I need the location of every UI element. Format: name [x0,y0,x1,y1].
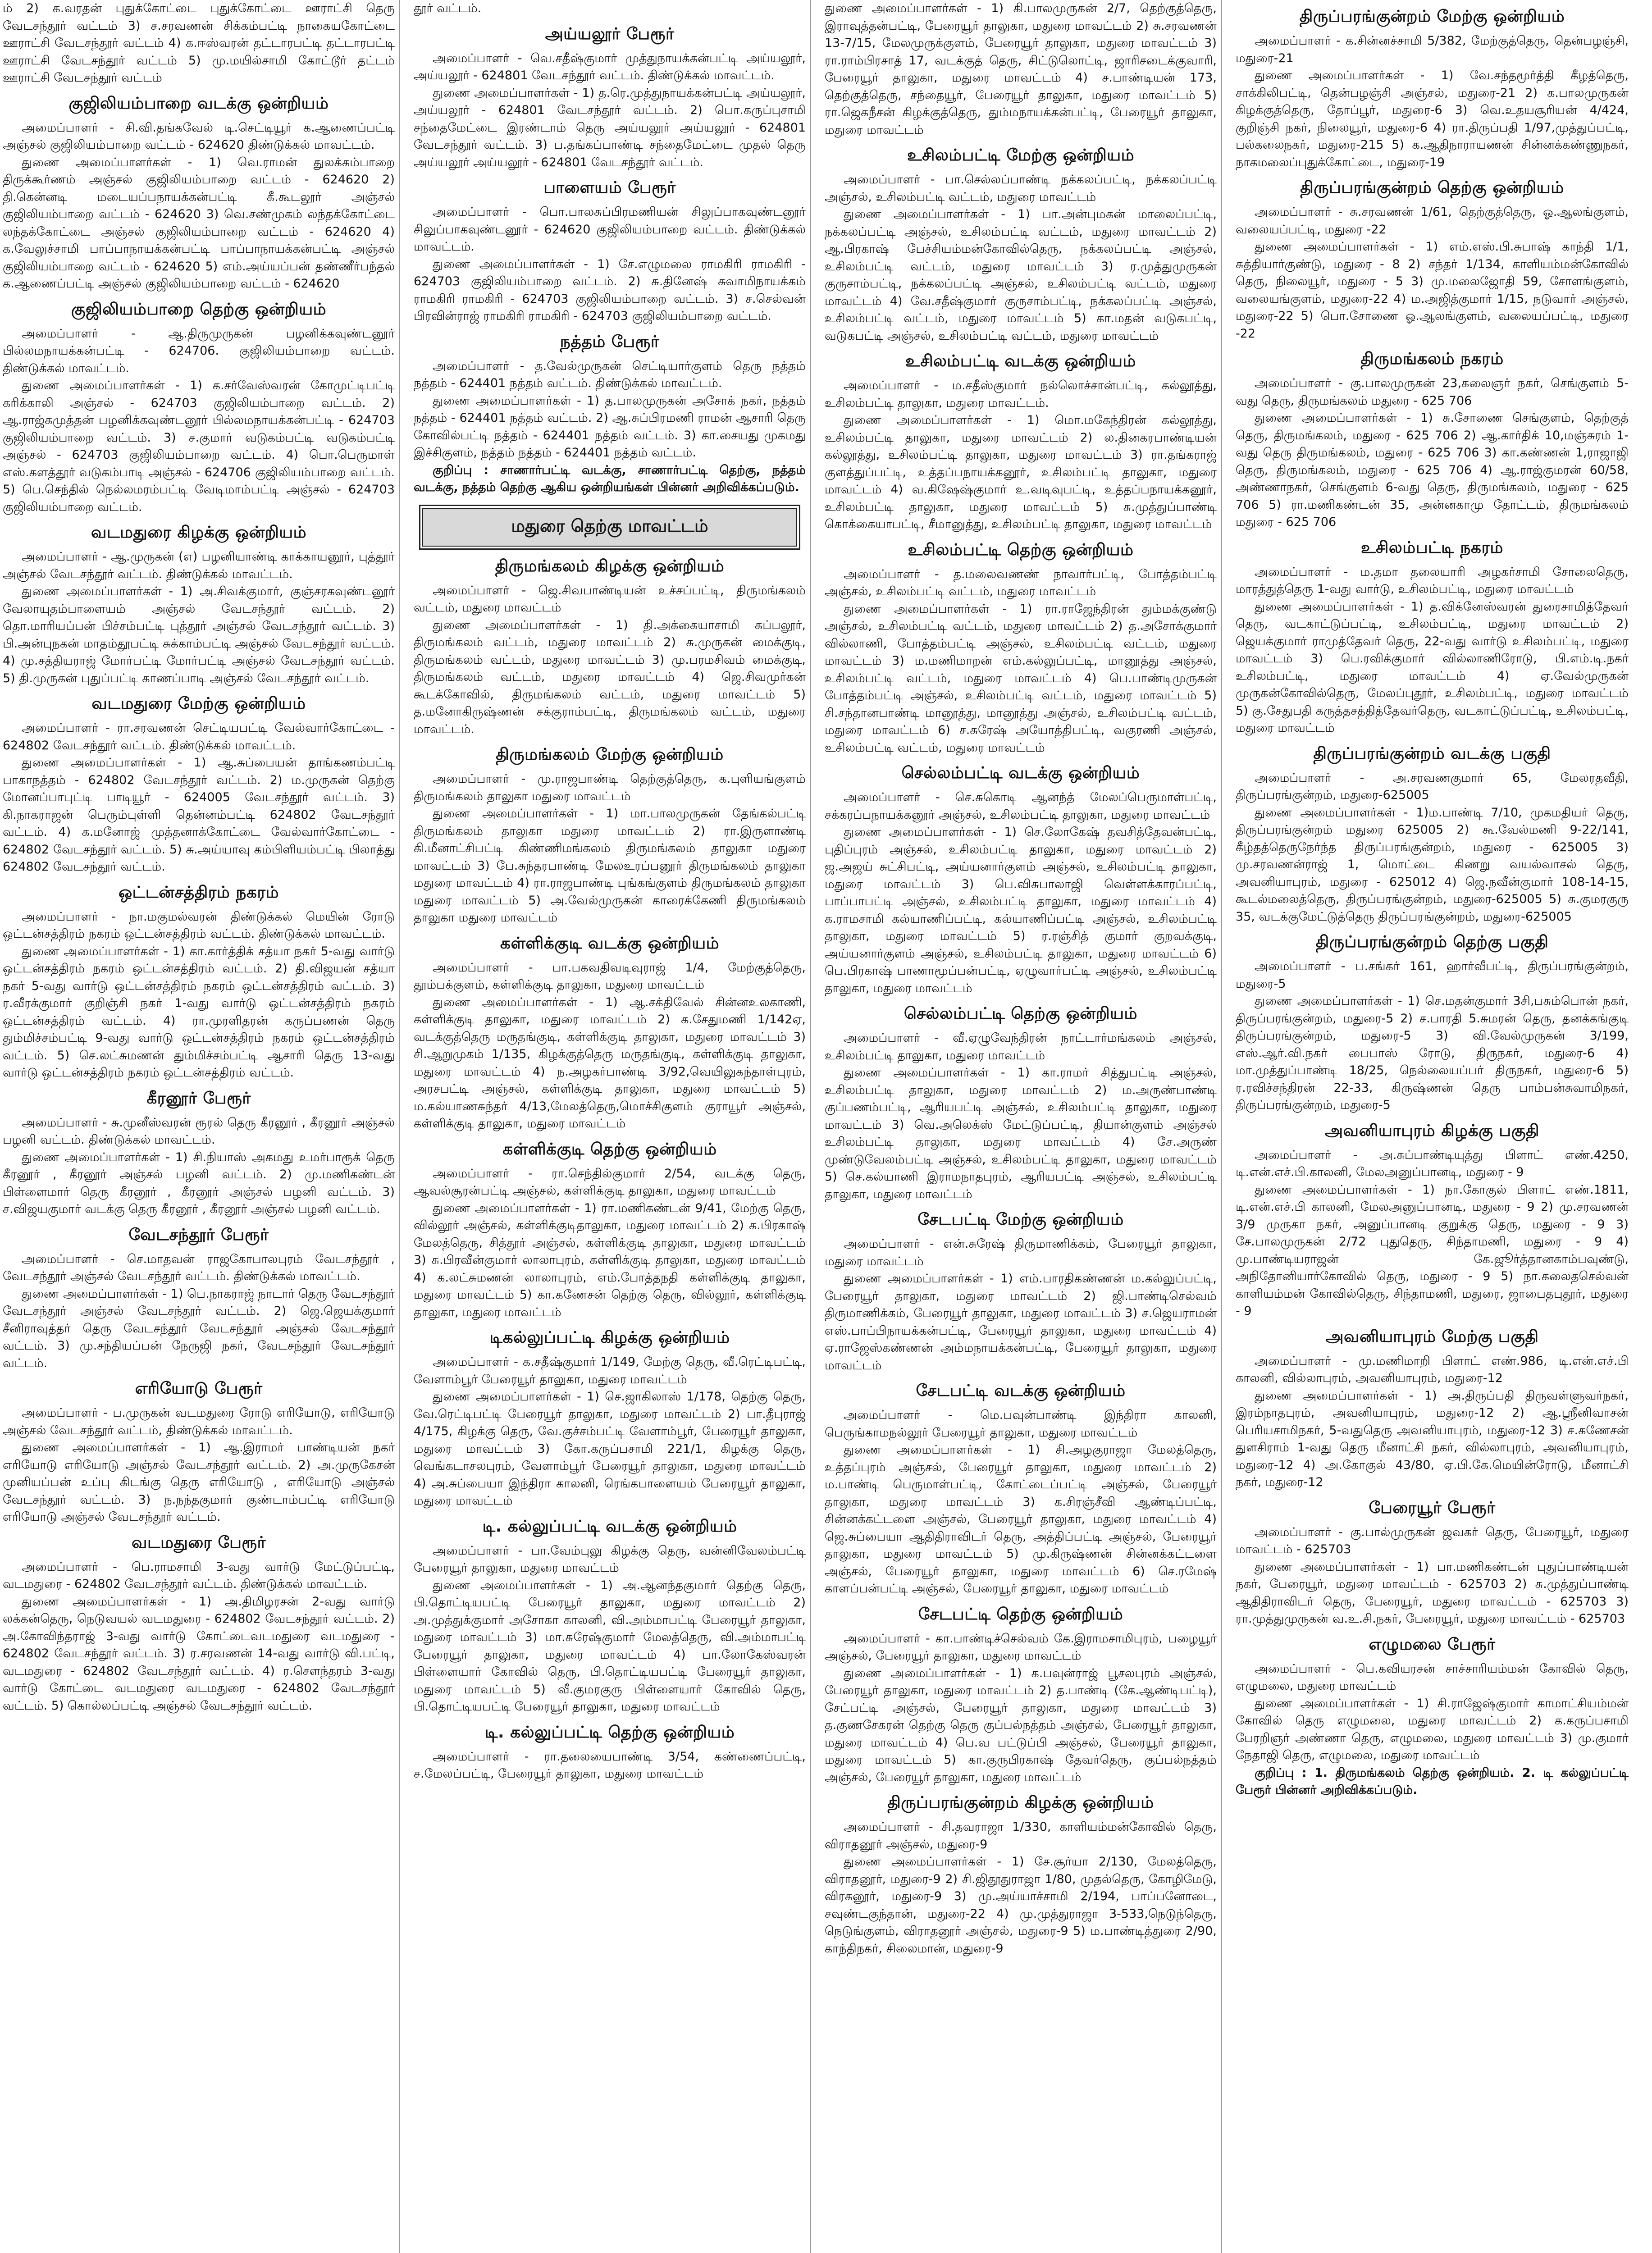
organizer-entry: அமைப்பாளர் - மு.ராஜபாண்டி தெற்குத்தெரு, க.புளியங்குளம் திருமங்கலம் தாலுகா மதுரை மாவட்டம் [414,772,806,803]
deputy-organizers-entry: துணை அமைப்பாளர்கள் - 1) சி.அழகுராஜா மேலத்தெரு, உத்தப்புரம் அஞ்சல், பேரையூர் தாலுகா, மதுரை மாவட்டம் 2) ம.பாண்டி பெருமாள்பட்டி, கோட்டைப்பட்டி அஞ்சல், பேரையூர் தாலுகா, மதுரை மாவட்டம் 3) க.சிரஞ்சீவி ஆண்டிப்பட்டி, சின்னக்கட்டளை அஞ்சல், பேரையூர் தாலுகா, மதுரை மாவட்டம் 4) ஜெ.சுப்பையா ஆதிதிராவிடர் தெரு, அத்திப்பட்டி அஞ்சல், பேரையூர் தாலுகா, மதுரை மாவட்டம் 5) மு.கிருஷ்ணன் சின்னக்கட்டளை அஞ்சல், பேரையூர் தாலுகா, மதுரை மாவட்டம் 6) செ.ரமேஷ் காளப்பன்பட்டி அஞ்சல், பேரையூர் தாலுகா, மதுரை மாவட்டம் [825,1443,1217,1596]
section [3,94,395,293]
organizer-entry: அமைப்பாளர் - அ.சுப்பாண்டியுத்து பிளாட் எண்.4250, டி.என்.எச்.பி.காலனி, மேலஅனுப்பானடி, மதுரை - 9 [1236,1148,1629,1179]
organizer-entry: அமைப்பாளர் - ஆ.திருமுருகன் பழனிக்கவுண்டனூர் பில்லமநாயக்கன்பட்டி - 624706. குஜிலியம்பாறை வட்டம். திண்டுக்கல் மாவட்டம். [3,326,395,375]
section [825,1382,1217,1598]
section-heading: எரியோடு பேரூர் [135,1379,263,1398]
section-heading: கள்ளிக்குடி வடக்கு ஒன்றியம் [500,934,720,953]
section-heading: டி. கல்லுப்பட்டி தெற்கு ஒன்றியம் [484,1723,735,1742]
section [414,1517,806,1716]
section-heading: திருமங்கலம் கிழக்கு ஒன்றியம் [495,556,725,575]
section-heading: நத்தம் பேரூர் [560,332,660,351]
section [1236,1499,1629,1628]
section-heading: குஜிலியம்பாறை தெற்கு ஒன்றியம் [71,300,327,319]
deputy-organizers-entry: ம் 2) க.வரதன் புதுக்கோட்டை புதுக்கோட்டை ஊராட்சி தெரு வேடசந்தூர் வட்டம் 3) ச.சரவணன் சிக்கம்பட்டி நாகையகோட்டை ஊராட்சி வேடசந்தூர் வட்டம் 4) க.ஈஸ்வரன் தட்டாரபட்டி தட்டாரபட்டி ஊராட்சி வேடசந்தூர் வட்டம் 5) மு.மயில்சாமி கோட்டூர் தட்டம் ஊராட்சி வேடசந்தூர் வட்டம் [3,1,395,85]
deputy-organizers-entry: துணை அமைப்பாளர்கள் - 1) பா.மணிகண்டன் புதுப்பாண்டியன் நகர், பேரையூர், மதுரை மாவட்டம் - 625703 2) சு.முத்துப்பாண்டி ஆதிதிராவிடர் தெரு, பேரையூர், மதுரை மாவட்டம் - 625703 3) ரா.முத்துமுருகன் வ.உ.சி.நகர், பேரையூர், மதுரை மாவட்டம் - 625703 [1236,1560,1629,1626]
section-heading: திருமங்கலம் நகரம் [1360,350,1504,368]
section [1236,1122,1629,1320]
organizer-entry: அமைப்பாளர் - ப.சங்கர் 161, ஹார்வீபட்டி, திருப்பரங்குன்றம், மதுரை-5 [1236,959,1629,991]
organizer-entry: அமைப்பாளர் - பா.செல்லப்பாண்டி நக்கலப்பட்டி, நக்கலப்பட்டி அஞ்சல், உசிலம்பட்டி வட்டம், மதுரை மாவட்டம் [825,173,1217,204]
section [825,1605,1217,1787]
organizer-entry: அமைப்பாளர் - க.சின்னச்சாமி 5/382, மேற்குத்தெரு, தென்பழஞ்சி, மதுரை-21 [1236,34,1629,65]
organizer-entry: அமைப்பாளர் - ஜெ.சிவபாண்டியன் உச்சப்பட்டி, திருமங்கலம் வட்டம், மதுரை மாவட்டம் [414,583,806,615]
organizer-entry: அமைப்பாளர் - பொ.பாலசுப்பிரமணியன் சிலுப்பாகவுண்டனூர் சிலுப்பாகவுண்டனூர் - 624620 குஜிலியம்பாறை வட்டம். திண்டுக்கல் மாவட்டம். [414,205,806,254]
organizer-entry: அமைப்பாளர் - சி.வி.தங்கவேல் டி.செட்டியூர் க.ஆணைப்பட்டி அஞ்சல் குஜிலியம்பாறை வட்டம் - 624620 திண்டுக்கல் மாவட்டம். [3,120,395,152]
section [1236,933,1629,1114]
deputy-organizers-entry: துணை அமைப்பாளர்கள் - 1) எம்.எஸ்.பி.சுபாஷ் காந்தி 1/1, சுத்தியார்குண்டு, மதுரை - 8 2) சந்தர் 1/134, காளியம்மன்கோவில் தெரு, நிலையூர், மதுரை - 5 3) மு.மலைஜோதி 59, சோளங்குளம், வலையங்குளம், மதுரை-22 4) ம.அஜித்குமார் 1/15, நடுவார் அஞ்சல், மதுரை-22 5) பொ.சோணை ஓ.ஆலங்குளம், வலையப்பட்டி, மதுரை -22 [1236,240,1629,341]
section-heading: உசிலம்பட்டி மேற்கு ஒன்றியம் [907,146,1135,164]
column-3 [825,0,1222,2253]
section-heading: எழுமலை பேரூர் [1369,1635,1496,1654]
section [3,883,395,1082]
section [414,1140,806,1322]
section-heading: திருமங்கலம் மேற்கு ஒன்றியம் [496,745,724,764]
deputy-organizers-entry: துணை அமைப்பாளர்கள் - 1) செ.மதன்குமார் 3சி,பசும்பொன் நகர், திருப்பரங்குன்றம், மதுரை-5 2) ச.பாரதி 5.சுமரன் தெரு, தனக்கங்குடி திருப்பரங்குன்றம், மதுரை-5 3) வி.வேல்முருகன் 3/199, எஸ்.ஆர்.வி.நகர் பைபாஸ் ரோடு, திருநகர், மதுரை-6 4) மா.முத்துப்பாண்டி 18/25, நெல்லையப்பர் திருநகர், மதுரை-6 5) ர.ரவிச்சந்திரன் 22-33, கிருஷ்ணன் தெரு பாம்பன்சுவாமிநகர், திருப்பரங்குன்றம், மதுரை-5 [1236,994,1629,1112]
note-text: குறிப்பு : 1. திருமங்கலம் தெற்கு ஒன்றியம். 2. டி கல்லுப்பட்டி பேரூர் பின்னர் அறிவிக்கப்படும். [1236,1765,1629,1797]
organizer-entry: அமைப்பாளர் - மெ.பவுன்பாண்டி இந்திரா காலனி, பெருங்காமநல்லூர் பேரையூர் தாலுகா, மதுரை மாவட்டம் [825,1408,1217,1440]
deputy-organizers-entry: துணை அமைப்பாளர்கள் - 1) கா.கார்த்திக் சத்யா நகர் 5-வது வார்டு ஒட்டன்சத்திரம் நகரம் ஒட்டன்சத்திரம் வட்டம். 2) தி.விஜயன் சத்யா நகர் 5-வது வார்டு ஒட்டன்சத்திரம் நகரம் ஒட்டன்சத்திரம் வட்டம். 3) ர.வீரக்குமார் குறிஞ்சி நகர் 1-வது வார்டு ஒட்டன்சத்திரம் நகரம் ஒட்டன்சத்திரம் வட்டம். 4) ரா.முரளிதரன் கருப்பணன் தெரு தும்மிச்சம்பட்டி 9-வது வார்டு ஒட்டன்சத்திரம் நகரம் ஒட்டன்சத்திரம் வட்டம். 5) செ.லட்சுமணன் தும்மிச்சம்பட்டி ஆசாரி தெரு 13-வது வார்டு ஒட்டன்சத்திரம் நகரம் ஒட்டன்சத்திரம் வட்டம். [3,944,395,1080]
section-heading: பேரையூர் பேரூர் [1369,1498,1496,1517]
section [414,0,806,18]
deputy-organizers-entry: துணை அமைப்பாளர்கள் - 1) செ.லோகேஷ் தவசித்தேவன்பட்டி, புதிப்புரம் அஞ்சல், உசிலம்பட்டி தாலுகா, மதுரை மாவட்டம் 2) ஜ.அஜய் சுட்சிபட்டி, அய்யனார்குளம் அஞ்சல், உசிலம்பட்டி தாலுகா, மதுரை மாவட்டம் 3) பெ.விசுபாலாஜி வெள்ளக்காரப்பட்டி, பாப்பாபட்டி அஞ்சல், உசிலம்பட்டி தாலுகா, மதுரை மாவட்டம் 4) க.ராமசாமி கல்யாணிப்பட்டி, கல்யாணிப்பட்டி அஞ்சல், உசிலம்பட்டி தாலுகா, மதுரை மாவட்டம் 5) ர.ரஞ்சித் குமார் குறவக்குடி, அய்யனார்குளம் அஞ்சல், உசிலம்பட்டி தாலுகா, மதுரை மாவட்டம் 6) பெ.பிரகாஷ் பாணாமூப்பன்பட்டி, ஏழுவார்பட்டி அஞ்சல், உசிலம்பட்டி தாலுகா, மதுரை மாவட்டம் [825,825,1217,995]
section-heading: திருப்பரங்குன்றம் தெற்கு ஒன்றியம் [1300,178,1564,197]
section [825,1210,1217,1374]
section-heading: திருப்பரங்குன்றம் வடக்கு பகுதி [1313,744,1551,763]
section-heading: கீரனூர் பேரூர் [146,1089,251,1108]
section-heading: செல்லம்பட்டி தெற்கு ஒன்றியம் [904,1004,1137,1023]
organizer-entry: அமைப்பாளர் - ரா.சரவணன் செட்டியபட்டி வேல்வார்கோட்டை - 624802 வேடசந்தூர் வட்டம். திண்டுக்கல் மாவட்டம். [3,721,395,753]
organizer-entry: அமைப்பாளர் - வெ.சதீஷ்குமார் முத்துநாயக்கன்பட்டி அய்யலூர், அய்யலூர் - 624801 வேடசந்தூர் வட்டம். திண்டுக்கல் மாவட்டம். [414,51,806,82]
deputy-organizers-entry: துணை அமைப்பாளர்கள் - 1) சி.ராஜேஷ்குமார் காமாட்சியம்மன் கோவில் தெரு எழுமலை, மதுரை மாவட்டம் 2) க.கருப்பசாமி பேரறிஞர் அண்ணா தெரு, எழுமலை, மதுரை மாவட்டம் 3) மு.குமார் நேதாஜி தெரு, எழுமலை, மதுரை மாவட்டம் [1236,1696,1629,1762]
deputy-organizers-entry: துணை அமைப்பாளர்கள் - 1) செ.ஜாகிலாஸ் 1/178, தெற்கு தெரு, வே.ரெட்டிபட்டி பேரையூர் தாலுகா, மதுரை மாவட்டம் 2) பா.தீபுராஜ் 4/175, கிழக்கு தெரு, வே.குச்சம்பட்டி வேளாம்பூர், பேரையூர் தாலுகா, மதுரை மாவட்டம் 3) கோ.கருப்பசாமி 221/1, கிழக்கு தெரு, வெங்கடாசலபுரம், வேளாம்பூர் பேரையூர் தாலுகா, மதுரை மாவட்டம் 4) அ.சுப்பையா இந்திரா காலனி, ரெங்கபாளையம் பேரையூர் தாலுகா, மதுரை மாவட்டம் [414,1390,806,1508]
section [1236,178,1629,342]
section-heading: டிகல்லுப்பட்டி கிழக்கு ஒன்றியம் [489,1328,730,1347]
section [414,1328,806,1510]
district-banner [419,505,800,550]
organizer-entry: அமைப்பாளர் - ரா.தலையைபாண்டி 3/54, கண்ணைப்பட்டி, ச.மேலப்பட்டி, பேரையூர் தாலுகா, மதுரை மாவட்டம் [414,1749,806,1781]
section [825,1793,1217,1957]
deputy-organizers-entry: துணை அமைப்பாளர்கள் - 1) ரா.ராஜேந்திரன் தும்மக்குண்டு அஞ்சல், உசிலம்பட்டி வட்டம், மதுரை மாவட்டம் 2) த.அசோக்குமார் வில்லாணி, போத்தம்பட்டி அஞ்சல், உசிலம்பட்டி வட்டம், மதுரை மாவட்டம் 3) ம.மணிமாறன் எம்.கல்லுப்பட்டி, மானூத்து அஞ்சல், உசிலம்பட்டி வட்டம், மதுரை மாவட்டம் 4) பெ.பாண்டிமுருகன் போத்தம்பட்டி அஞ்சல், உசிலம்பட்டி வட்டம், மதுரை மாவட்டம் 5) சி.சந்தானபாண்டி மானூத்து, மானூத்து அஞ்சல், உசிலம்பட்டி வட்டம், மதுரை மாவட்டம் 6) ச.சுரேஷ் அயோத்திபட்டி, வகுரணி அஞ்சல், உசிலம்பட்டி வட்டம், மதுரை மாவட்டம் [825,602,1217,755]
organizer-entry: அமைப்பாளர் - ரா.செந்தில்குமார் 2/54, வடக்கு தெரு, ஆவல்சூரன்பட்டி அஞ்சல், கள்ளிக்குடி தாலுகா, மதுரை மாவட்டம் [414,1166,806,1198]
section [3,0,395,87]
deputy-organizers-entry: துணை அமைப்பாளர்கள் - 1) வே.சந்தமூர்த்தி கீழத்தெரு, சாக்கிலிபட்டி, தென்பழஞ்சி அஞ்சல், மதுரை-21 2) க.பாலமுருகன் கிழக்குத்தெரு, தோப்பூர், மதுரை-6 3) வெ.உதயசூரியன் 4/424, குறிஞ்சி நகர், நிலையூர், மதுரை-6 4) ரா.திருப்பதி 1/97,முத்துப்பட்டி, பல்கலைநகர், மதுரை-215 5) க.ஆதிநாராயணன் சின்னக்கண்ணுநகர், நாகமலைப்புதுக்கோட்டை, மதுரை-19 [1236,68,1629,169]
deputy-organizers-entry: துணை அமைப்பாளர்கள் - 1) ஆ.சுப்பையன் தாங்கணம்பட்டி பாகாநத்தம் - 624802 வேடசந்தூர் வட்டம். 2) ம.முருகன் தெற்கு மோனப்பாபுட்டி பாடியூர் - 624005 வேடசந்தூர் வட்டம். 3) கி.நாகராஜன் பெரும்புள்ளி தென்னம்பட்டி 624802 வேடசந்தூர் வட்டம். 4) க.மனோஜ் முத்தனாக்கோட்டை வேல்வார்கோட்டை - 624802 வேடசந்தூர் வட்டம். 5) சு.அய்யாவு கம்பிளியம்பட்டி பிலாத்து 624802 வேடசந்தூர் வட்டம். [3,756,395,874]
deputy-organizers-entry: துணை அமைப்பாளர்கள் - 1) அ.சிவக்குமார், குஞ்சரகவுண்டனூர் வேலாயுதம்பாளையம் அஞ்சல் வேடசந்தூர் வட்டம். 2) தொ.மாரியப்பன் பிச்சம்பட்டி புத்தூர் அஞ்சல் வேடசந்தூர் வட்டம். 3) பி.அன்புநகன் மாதம்தூபட்டி சுக்காம்பட்டி அஞ்சல் வேடசந்தூர் வட்டம். 4) மு.சத்தியராஜ் மோர்பட்டி மோர்பட்டி அஞ்சல் வேடசந்தூர் வட்டம். 5) தி.முருகன் புதுப்பட்டி காணப்பாடி அஞ்சல் வேடசந்தூர் வட்டம். [3,584,395,685]
deputy-organizers-entry: துணை அமைப்பாளர்கள் - 1) க.சர்வேஸ்வரன் கோமுட்டிபட்டி கரிக்காலி அஞ்சல் - 624703 குஜிலியம்பாறை வட்டம். 2) ஆ.ராஜ்கமுத்தன் பழனிக்கவுண்டனூர் பில்லமநாயக்கன்பட்டி - 624703 குஜிலியம்பாறை வட்டம். 3) ச.குமார் வடுகம்பட்டி வடுகம்பட்டி அஞ்சல் - 624703 குஜிலியம்பாறை வட்டம். 4) பொ.பெருமாள் எஸ்.களத்தூர் வடுகம்பாடி அஞ்சல் - 624706 குஜிலியம்பாறை வட்டம். 5) பெ.செந்தில் நெல்லமரம்பட்டி வேடிமாம்பட்டி அஞ்சல் - 624703 குஜிலியம்பாறை வட்டம். [3,379,395,514]
deputy-organizers-entry: துணை அமைப்பாளர்கள் - 1) பெ.நாகராஜ் நாடார் தெரு வேடசந்தூர் வேடசந்தூர் அஞ்சல் வேடசந்தூர் வட்டம். 2) ஜெ.ஜெயக்குமார் சீனிராவுத்தர் தெரு வேடசந்தூர் வேடசந்தூர் அஞ்சல் வேடசந்தூர் வட்டம். 3) மு.சந்தியப்பன் நேருஜி நகர், வேடசந்தூர் வேடசந்தூர் வட்டம். [3,1286,395,1370]
section [825,0,1217,139]
section-heading: வடமதுரை பேரூர் [132,1533,266,1552]
section-heading: சேடபட்டி வடக்கு ஒன்றியம் [916,1382,1126,1400]
organizer-entry: அமைப்பாளர் - மு.மணிமாறி பிளாட் எண்.986, டி.என்.எச்.பி காலனி, வில்லாபுரம், அவனியாபுரம், மதுரை-12 [1236,1354,1629,1385]
organizer-entry: அமைப்பாளர் - ப.முருகன் வடமதுரை ரோடு எரியோடு, எரியோடு அஞ்சல் வேடசந்தூர் வட்டம், திண்டுக்கல் மாவட்டம். [3,1406,395,1437]
section-heading: அவனியாபுரம் கிழக்கு பகுதி [1325,1121,1539,1140]
column-1 [3,0,400,2253]
deputy-organizers-entry: துணை அமைப்பாளர்கள் - 1)ம.பாண்டி 7/10, முகமதியர் தெரு, திருப்பரங்குன்றம் மதுரை 625005 2) கூ.வேல்மணி 9-22/141, கீழ்தத்தெருநேர்ந்த திருப்பரங்குன்றம், மதுரை - 625005 3) மு.சரவணன்ராஜ் 1, மொட்டை கிணறு வயல்வாசல் தெரு, அவனியாபுரம், மதுரை - 625012 4) ஜெ.நவீன்குமார் 108-14-15, கூடல்மலைத்தெரு, திருப்பரங்குன்றம், மதுரை-625005 5) சு.குமரகுரு 35, வடக்குமேட்டுத்தெரு திருப்பரங்குன்றம், மதுரை-625005 [1236,805,1629,924]
deputy-organizers-entry: துணை அமைப்பாளர்கள் - 1) சு.சோணை செங்குளம், தெற்குத் தெரு, திருமங்கலம், மதுரை - 625 706 2) ஆ.கார்திக் 10,மஞ்சுரம் 1-வது தெரு திருமங்கலம், மதுரை - 625 706 3) கா.கண்ணன் 1,ராஜாஜி தெரு, திருமங்கலம், மதுரை - 625 706 4) ஆ.ராஜ்குமரன் 60/58, அண்ணாநகர், செங்குளம் 6-வது தெரு, திருமங்கலம், மதுரை - 625 706 5) ரா.மணிகண்டன் 35, அன்னகாமு தோட்டம், திருமங்கலம் மதுரை - 625 706 [1236,411,1629,529]
section-heading: திருப்பரங்குன்றம் தெற்கு பகுதி [1315,933,1549,951]
section-heading: வேடசந்தூர் பேரூர் [128,1225,269,1244]
organizer-entry: அமைப்பாளர் - கு.பாலமுருகன் 23,கலைஞர் நகர், செங்குளம் 5-வது தெரு, திருமங்கலம் மதுரை - 625 706 [1236,376,1629,408]
section-heading: திருப்பரங்குன்றம் மேற்கு ஒன்றியம் [1299,7,1565,26]
section [414,1723,806,1783]
section [825,764,1217,997]
district-heading: மதுரை தெற்கு மாவட்டம் [422,508,797,547]
section [3,1226,395,1373]
section-heading: திருப்பரங்குன்றம் கிழக்கு ஒன்றியம் [887,1793,1154,1812]
section [414,745,806,927]
section [1236,1327,1629,1491]
organizer-entry: அமைப்பாளர் - சு.சரவணன் 1/61, தெற்குத்தெரு, ஓ.ஆலங்குளம், வலையப்பட்டி, மதுரை -22 [1236,205,1629,237]
deputy-organizers-entry: துணை அமைப்பாளர்கள் - 1) நா.கோகுல் பிளாட் எண்.1811, டி.என்.எச்.பி காலனி, மேலஅனுப்பானடி, மதுரை - 9 2) மு.சரவணன் 3/9 முருகா நகர், அனுப்பானடி குறுக்கு தெரு, மதுரை - 9 3) சே.பாலமுருகன் 2/72 புதுதெரு, சிந்தாமணி, மதுரை - 9 4) மு.பாண்டியராஜன் கே.ஜூர்த்தானகாம்பவுண்டு, அநிதோனியார்கோவில் தெரு, மதுரை - 9 5) நா.கலைதசெல்வன் காளியம்மன் கோவில்தெரு, சிந்தாமணி, மதுரை, ஜாபைதபுதூர், மதுரை - 9 [1236,1182,1629,1318]
section-heading: பாளையம் பேரூர் [543,178,676,197]
deputy-organizers-entry: துணை அமைப்பாளர்கள் - 1) தி.அக்கையாசாமி கப்பலூர், திருமங்கலம் வட்டம், மதுரை மாவட்டம் 2) சு.முருகன் மைக்குடி, திருமங்கலம் வட்டம், மதுரை மாவட்டம் 3) மு.பரமசிவம் மைக்குடி, திருமங்கலம் வட்டம், மதுரை மாவட்டம் 4) ஜெ.சிவமுர்கன் கூடக்கோவில், திருமங்கலம் வட்டம், மதுரை மாவட்டம் 5) த.மனோகிருஷ்ணன் சக்குராம்பட்டி, திருமங்கலம் வட்டம், மதுரை மாவட்டம். [414,618,806,736]
deputy-organizers-entry: துணை அமைப்பாளர்கள் - 1) சே.எழுமலை ராமகிரி ராமகிரி - 624703 குஜிலியம்பாறை வட்டம். 2) சு.தினேஷ் சுவாமிநாயக்கம் ராமகிரி ராமகிரி - 624703 குஜிலியம்பாறை வட்டம். 3) ச.செல்வன் பிரவின்ராஜ் ராமகிரி ராமகிரி - 624703 குஜிலியம்பாறை வட்டம். [414,257,806,323]
deputy-organizers-entry: துணை அமைப்பாளர்கள் - 1) த.பாலமுருகன் அசோக் நகர், நத்தம் நத்தம் - 624401 நத்தம் வட்டம். 2) ஆ.சுப்பிரமணி ராமன் ஆசாரி தெரு கோவில்பட்டி நத்தம் - 624401 நத்தம் வட்டம். 3) கா.சையது முகமது இச்சிகுளம், நத்தம் நத்தம் - 624401 நத்தம் வட்டம். [414,393,806,460]
section [825,352,1217,534]
deputy-organizers-entry: துணை அமைப்பாளர்கள் - 1) கி.பாலமுருகன் 2/7, தெற்குத்தெரு, இராவுத்தன்பட்டி, பேரையூர் தாலுகா, மதுரை மாவட்டம் 2) சு.சரவணன் 13-7/15, மேலமுருக்குளம், பேரையூர் தாலுகா, மதுரை மாவட்டம் 3) ரா.ராம்பிரசாத் 17, வடக்குத் தெரு, சிட்டுலொட்டி, ஜாரிசடைக்குவாரி, பேரையூர் தாலுகா, மதுரை மாவட்டம் 4) ச.பாண்டியன் 173, தெற்குத்தெரு, சந்தையூர், பேரையூர் தாலுகா, மதுரை மாவட்டம் 5) ரா.ஜெகநீசன் கிழக்குத்தெரு, தும்மநாயக்கன்பட்டி, பேரையூர் தாலுகா, மதுரை மாவட்டம் [825,1,1217,137]
section-heading: சேடபட்டி தெற்கு ஒன்றியம் [918,1605,1123,1624]
deputy-organizers-entry: துணை அமைப்பாளர்கள் - 1) அ.ஆனந்தகுமார் தெற்கு தெரு, பி.தொட்டியபட்டி பேரையூர் தாலுகா, மதுரை மாவட்டம் 2) அ.முத்துக்குமார் அசோகா காலனி, வி.அம்மாபட்டி பேரையூர் தாலுகா, மதுரை மாவட்டம் 3) மா.சுரேஷ்குமார் மேலத்தெரு, வி.அம்மாபட்டி பேரையூர் தாலுகா, மதுரை மாவட்டம் 4) பா.லோகேஸ்வரன் பிள்ளையார் கோவில் தெரு, பி.தொட்டியபட்டி பேரையூர் தாலுகா, மதுரை மாவட்டம் 5) வீ.குமரகுரு பிள்ளையார் கோவில் தெரு, பி.தொட்டியபட்டி பேரையூர் தாலுகா, மதுரை மாவட்டம் [414,1578,806,1714]
deputy-organizers-entry: துணை அமைப்பாளர்கள் - 1) மொ.மகேந்திரன் கல்லூத்து, உசிலம்பட்டி தாலுகா, மதுரை மாவட்டம் 2) ல.தினகரபாண்டியன் கல்லூத்து, உசிலம்பட்டி தாலுகா, மதுரை மாவட்டம் 3) ரா.தங்கராஜ் குளத்துப்பட்டி, உத்தப்பநாயக்கனூர், உசிலம்பட்டி தாலுகா, மதுரை மாவட்டம் 4) வ.கிஷேஷ்குமார் உ.வடிவுபட்டி, உத்தப்பநாயக்கனூர், உசிலம்பட்டி தாலுகா, மதுரை மாவட்டம் 5) சு.முத்துப்பாண்டி கொக்கையாபட்டி, சீமானுத்து, உசிலம்பட்டி தாலுகா, மதுரை மாவட்டம் [825,413,1217,531]
organizer-entry: அமைப்பாளர் - பா.வேம்புலு கிழக்கு தெரு, வன்னிவேலம்பட்டி பேரையூர் தாலுகா, மதுரை மாவட்டம் [414,1543,806,1575]
organizer-entry: அமைப்பாளர் - ம.சதீஸ்குமார் நல்லொச்சான்பட்டி, கல்லூத்து, உசிலம்பட்டி தாலுகா, மதுரை மாவட்டம். [825,379,1217,410]
column-4 [1236,0,1633,2253]
section [414,333,806,497]
section-heading: குஜிலியம்பாறை வடக்கு ஒன்றியம் [68,94,329,113]
deputy-organizers-entry: துணை அமைப்பாளர்கள் - 1) சி.நியாஸ் அகமது உமர்பாரூக் தெரு கீரனூர் , கீரனூர் அஞ்சல் பழனி வட்டம். 2) மு.மணிகண்டன் பிள்ளைமார் தெரு கீரனூர் , கீரனூர் அஞ்சல் பழனி வட்டம். 3) ச.விஜயகுமார் வடக்கு தெரு கீரனூர் , கீரனூர் அஞ்சல் பழனி வட்டம். [3,1150,395,1216]
organizer-entry: அமைப்பாளர் - சு.முனீஸ்வரன் ரூரல் தெரு கீரனூர் , கீரனூர் அஞ்சல் பழனி வட்டம். திண்டுக்கல் மாவட்டம். [3,1115,395,1147]
deputy-organizers-entry: துணை அமைப்பாளர்கள் - 1) த.ரெ.முத்துநாயக்கன்பட்டி அய்யலூர், அய்யலூர் - 624801 வேடசந்தூர் வட்டம். 2) பொ.கருப்புசாமி சந்தைமேட்டை இரண்டாம் தெரு அய்யலூர் அய்யலூர் - 624801 வேடசந்தூர் வட்டம். 3) ப.தங்கப்பாண்டி சந்தைமேட்டை முதல் தெரு அய்யலூர் அய்யலூர் - 624801 வேடசந்தூர் வட்டம். [414,86,806,169]
organizer-entry: அமைப்பாளர் - செ.சுகொடி ஆனந்த் மேலப்பெருமாள்பட்டி, சக்கரப்பநாயக்கனூர் அஞ்சல், உசிலம்பட்டி தாலுகா, மதுரை மாவட்டம் [825,790,1217,822]
section [825,1004,1217,1203]
deputy-organizers-entry: துணை அமைப்பாளர்கள் - 1) ஆ.இராமர் பாண்டியன் நகர் எரியோடு எரியோடு அஞ்சல் வேடசந்தூர் வட்டம். 2) அ.முருகேசன் முனியப்பன் உப்பு கிடங்கு தெரு எரியோடு , எரியோடு அஞ்சல் வேடசந்தூர் வட்டம். 3) ந.நந்தகுமார் குண்டாம்பட்டி எரியோடு எரியோடு அஞ்சல் வேடசந்தூர் வட்டம். [3,1441,395,1524]
organizer-entry: அமைப்பாளர் - த.மலைவணண் நாவார்பட்டி, போத்தம்பட்டி அஞ்சல், உசிலம்பட்டி வட்டம், மதுரை மாவட்டம் [825,567,1217,598]
section-heading: உசிலம்பட்டி வடக்கு ஒன்றியம் [905,352,1136,370]
column-2 [414,0,811,2253]
organizer-entry: அமைப்பாளர் - என்.சுரேஷ் திருமாணிக்கம், பேரையூர் தாலுகா, மதுரை மாவட்டம் [825,1237,1217,1268]
section-heading: வடமதுரை மேற்கு ஒன்றியம் [91,694,306,713]
section [825,146,1217,345]
organizer-entry: அமைப்பாளர் - வீ.ஏழுவேந்திரன் நாட்டார்மங்கலம் அஞ்சல், உசிலம்பட்டி தாலுகா, மதுரை மாவட்டம் [825,1031,1217,1063]
deputy-organizers-entry: துணை அமைப்பாளர்கள் - 1) பா.அன்புமகன் மாலைப்பட்டி, நக்கலப்பட்டி அஞ்சல், உசிலம்பட்டி வட்டம், மதுரை மாவட்டம் 2) ஆ.பிரகாஷ் பேச்சியம்மன்கோவில்தெரு, நக்கலப்பட்டி அஞ்சல், உசிலம்பட்டி வட்டம், மதுரை மாவட்டம் 3) ர.முத்துமுருகன் குருசாம்பட்டி, நக்கலப்பட்டி அஞ்சல், உசிலம்பட்டி வட்டம், மதுரை மாவட்டம் 4) வே.சதீஷ்குமார் குருசாம்பட்டி, நக்கலப்பட்டி அஞ்சல், உசிலம்பட்டி வட்டம், மதுரை மாவட்டம் 5) கா.மதன் வடுகபட்டி, வடுகபட்டி அஞ்சல், உசிலம்பட்டி வட்டம், மதுரை மாவட்டம் [825,207,1217,343]
section [825,541,1217,757]
section-heading: கள்ளிக்குடி தெற்கு ஒன்றியம் [502,1140,717,1158]
section [3,1379,395,1526]
section [1236,538,1629,737]
deputy-organizers-entry: துணை அமைப்பாளர்கள் - 1) ரா.மணிகண்டன் 9/41, மேற்கு தெரு, வில்லூர் அஞ்சல், கள்ளிக்குடிதாலுகா, மதுரை மாவட்டம் 2) க.பிரகாஷ் மேலத்தெரு, சித்தூர் அஞ்சல், கள்ளிக்குடி தாலுகா, மதுரை மாவட்டம் 3) சு.பிரவீன்குமார் லாலாபுரம், கள்ளிக்குடி தாலுகா, மதுரை மாவட்டம் 4) க.லட்சுமணன் லாலாபுரம், எம்.போத்தநதி கள்ளிக்குடி தாலுகா, மதுரை மாவட்டம் 5) கா.கணேசன் தெற்கு தெரு, வில்லூர், கள்ளிக்குடி தாலுகா, மதுரை மாவட்டம் [414,1201,806,1319]
organizer-entry: அமைப்பாளர் - கா.பாண்டிச்செல்வம் கே.இராமசாமிபுரம், பழையூர் அஞ்சல், பேரையூர் தாலுகா, மதுரை மாவட்டம் [825,1631,1217,1663]
organizer-entry: அமைப்பாளர் - செ.மாதவன் ராஜகோபாலபுரம் வேடசந்தூர் , வேடசந்தூர் அஞ்சல் வேடசந்தூர் வட்டம். திண்டுக்கல் மாவட்டம். [3,1252,395,1283]
section [3,694,395,876]
organizer-entry: அமைப்பாளர் - நா.மகுமல்வரன் திண்டுக்கல் மெயின் ரோடு ஒட்டன்சத்திரம் நகரம் ஒட்டன்சத்திரம் வட்டம். திண்டுக்கல் மாவட்டம். [3,909,395,941]
deputy-organizers-entry: துணை அமைப்பாளர்கள் - 1) மா.பாலமுருகன் தேங்கல்பட்டி திருமங்கலம் தாலுகா மதுரை மாவட்டம் 2) ரா.இருளாண்டி கி.மீனாட்சிபட்டி கிண்ணிமங்கலம் திருமங்கலம் தாலுகா மதுரை மாவட்டம் 3) பே.சுந்தரபாண்டி மேலஉரப்பனூர் திருமங்கலம் தாலுகா மதுரை மாவட்டம் 4) ரா.ராஜபாண்டி புங்கங்குளம் திருமங்கலம் தாலுகா மதுரை மாவட்டம் 5) அ.வேல்முருகன் காரைக்கேணி திருமங்கலம் தாலுகா மதுரை மாவட்டம் [414,807,806,925]
section-heading: அவனியாபுரம் மேற்கு பகுதி [1325,1327,1539,1346]
section-heading: வடமதுரை கிழக்கு ஒன்றியம் [91,523,307,542]
section [414,25,806,172]
deputy-organizers-entry: துணை அமைப்பாளர்கள் - 1) ஆ.சக்திவேல் சின்னஉலகாணி, கள்ளிக்குடி தாலுகா, மதுரை மாவட்டம் 2) க.சேதுமணி 1/142ஏ, வடக்குத்தெரு மருதங்குடி, கள்ளிக்குடி தாலுகா, மதுரை மாவட்டம் 3) சி.ஆறுமுகம் 1/135, கிழக்குத்தெரு மருதங்குடி, கள்ளிக்குடி தாலுகா, மதுரை மாவட்டம் 4) ந.அழகர்பாண்டி 3/92,வெயிலுகந்தாள்புரம், அரசபட்டி அஞ்சல், கள்ளிக்குடி தாலுகா, மதுரை மாவட்டம் 5) ம.கல்யாணசுந்தர் 4/13,மேலத்தெரு,மொச்சிகுளம் குராயூர் அஞ்சல், கள்ளிக்குடி தாலுகா, மதுரை மாவட்டம் [414,995,806,1131]
section [414,934,806,1133]
deputy-organizers-entry: துணை அமைப்பாளர்கள் - 1) அ.திமிழரசன் 2-வது வார்டு லக்கன்தெரு, நெடுவயல் வடமதுரை - 624802 வேடசந்தூர் வட்டம். 2) அ.கோவிந்தராஜ் 3-வது வார்டு கோட்டைவடமதுரை வடமதுரை - 624802 வேடசந்தூர் வட்டம். 3) ர.சரவணன் 14-வது வார்டு வி.பட்டி, வடமதுரை - 624802 வேடசந்தூர் வட்டம். 4) ர.சௌந்தரம் 3-வது வார்டு கோட்டை வடமதுரை வடமதுரை - 624802 வேடசந்தூர் வட்டம். 5) கொல்லப்பட்டி அஞ்சல் வேடசந்தூர் வட்டம். [3,1594,395,1713]
section-heading: சேடபட்டி மேற்கு ஒன்றியம் [917,1210,1124,1229]
organizer-entry: அமைப்பாளர் - பெ.கவியரசன் சாச்சாரியம்மன் கோவில் தெரு, எழுமலை, மதுரை மாவட்டம் [1236,1661,1629,1693]
deputy-organizers-entry: துணை அமைப்பாளர்கள் - 1) வெ.ராமன் துலக்கம்பாறை திருக்கூர்ணம் அஞ்சல் குஜிலியம்பாறை வட்டம் - 624620 2) தி.கென்னடி மடையப்பநாயக்கன்பட்டி கீ.கூடலூர் அஞ்சல் குஜிலியம்பாறை வட்டம் - 624620 3) வெ.சண்முகம் லந்தக்கோட்டை லந்தக்கோட்டை அஞ்சல் குஜிலியம்பாறை வட்டம் - 624620 4) க.வேலுச்சாமி பாப்பாநாயக்கன்பட்டி பாப்பாநாயக்கன்பட்டி அஞ்சல் குஜிலியம்பாறை வட்டம் - 624620 5) எம்.அய்யப்பன் தண்ணீர்பந்தல் க.ஆணைப்பட்டி அஞ்சல் குஜிலியம்பாறை வட்டம் - 624620 [3,155,395,291]
section [1236,744,1629,926]
column-4-sections [1236,7,1629,1799]
organizer-entry: அமைப்பாளர் - பா.பகவதிவடிவுராஜ் 1/4, மேற்குத்தெரு, தூம்பக்குளம், கள்ளிக்குடி தாலுகா, மதுரை மாவட்டம் [414,960,806,992]
organizer-entry: அமைப்பாளர் - பெ.ராமசாமி 3-வது வார்டு மேட்டுப்பட்டி, வடமதுரை - 624802 வேடசந்தூர் வட்டம். திண்டுக்கல் மாவட்டம். [3,1560,395,1591]
organizer-entry: அமைப்பாளர் - கு.பால்முருகன் ஜவகர் தெரு, பேரையூர், மதுரை மாவட்டம் - 625703 [1236,1525,1629,1556]
organizer-entry: அமைப்பாளர் - அ.சரவணகுமார் 65, மேலரதவீதி, திருப்பரங்குன்றம், மதுரை-625005 [1236,771,1629,802]
section [414,178,806,325]
section-heading: அய்யலூர் பேரூர் [545,24,675,43]
deputy-organizers-entry: துணை அமைப்பாளர்கள் - 1) கா.ராமர் சித்துபட்டி அஞ்சல், உசிலம்பட்டி தாலுகா, மதுரை மாவட்டம் 2) ம.அருண்பாண்டி குப்பணம்பட்டி, ஆரியபட்டி அஞ்சல், உசிலம்பட்டி தாலுகா, மதுரை மாவட்டம் 3) வெ.அலெக்ஸ் மேட்டுப்பட்டி, தியான்குளம் அஞ்சல் உசிலம்பட்டி தாலுகா, மதுரை மாவட்டம் 4) சே.அருண் முண்டுவேலம்பட்டி அஞ்சல், உசிலம்பட்டி தாலுகா, மதுரை மாவட்டம் 5) செ.கல்யாணி இராமநாதபுரம், ஆரியபட்டி அஞ்சல், உசிலம்பட்டி தாலுகா, மதுரை மாவட்டம் [825,1066,1217,1201]
section [3,523,395,687]
deputy-organizers-entry: துணை அமைப்பாளர்கள் - 1) த.விக்னேஸ்வரன் துரைசாமித்தேவர் தெரு, வடகாட்டுப்பட்டி, உசிலம்பட்டி, மதுரை மாவட்டம் 2) ஜெயக்குமார் ராமுத்தேவர் தெரு, 22-வது வார்டு உசிலம்பட்டி, மதுரை மாவட்டம் 3) பெ.ரவிக்குமார் வில்லாணிரோடு, பி.எம்.டி.நகர் உசிலம்பட்டி, மதுரை மாவட்டம் 4) ஏ.வேல்முருகன் முருகன்கோவில்தெரு, மேலப்புதூர், உசிலம்பட்டி, மதுரை மாவட்டம் 5) கு.சேதுபதி கருத்தசத்தித்தேவர்தெரு, வடகாட்டுப்பட்டி, உசிலம்பட்டி, மதுரை மாவட்டம் [1236,599,1629,735]
deputy-organizers-entry: துணை அமைப்பாளர்கள் - 1) சே.சூர்யா 2/130, மேலத்தெரு, விராதனூர், மதுரை-9 2) சி.ஜிதூதுராஜா 1/80, முதல்தெரு, கோழிமேடு, விரகனூர், மதுரை-9 3) மு.அய்யாச்சாமி 2/194, பாப்பனோடை, சவுண்டகுந்தான், மதுரை-22 4) மு.முத்துராஜா 3-533,நெடுந்தெரு, நெடுங்குளம், விராதனூர் அஞ்சல், மதுரை-9 5) ம.பாண்டித்துரை 2/90, காந்திநகர், சிலைமான், மதுரை-9 [825,1855,1217,1956]
section [1236,1635,1629,1799]
organizer-entry: அமைப்பாளர் - ம.தமா தலையாரி அழகர்சாமி சோலைதெரு, மாரத்துத்தெரு 1-வது வார்டு, உசிலம்பட்டி, மதுரை மாவட்டம் [1236,565,1629,596]
section [1236,350,1629,531]
section [1236,7,1629,171]
section-heading: உசிலம்பட்டி நகரம் [1360,538,1504,557]
section [3,1089,395,1218]
organizer-entry: அமைப்பாளர் - க.சதீஷ்குமார் 1/149, மேற்கு தெரு, வீ.ரெட்டிபட்டி, வேளாம்பூர் பேரையூர் தாலுகா, மதுரை மாவட்டம் [414,1355,806,1386]
section-heading: உசிலம்பட்டி தெற்கு ஒன்றியம் [908,540,1134,559]
deputy-organizers-entry: தூர் வட்டம். [414,1,482,15]
organizer-entry: அமைப்பாளர் - ஆ.முருகன் (எ) பழனியாண்டி காக்காயனூர், புத்தூர் அஞ்சல் வேடசந்தூர் வட்டம். திண்டுக்கல் மாவட்டம். [3,550,395,581]
note-text: குறிப்பு : சாணார்பட்டி வடக்கு, சாணார்பட்டி தெற்கு, நத்தம் வடக்கு, நத்தம் தெற்கு ஆகிய ஒன்றியங்கள் பின்னர் அறிவிக்கப்படும். [414,463,806,494]
section-heading: ஒட்டன்சத்திரம் நகரம் [118,883,279,902]
deputy-organizers-entry: துணை அமைப்பாளர்கள் - 1) அ.திருப்பதி திருவள்ளுவர்நகர், இரம்நாதபுரம், அவனியாபுரம், மதுரை-12 2) ஆ.ஸ்ரீனிவாசன் பெரியசாமிநகர், 5-வதுதெரு அவனியாபுரம், மதுரை-12 3) ச.கணேசன் துளசிராம் 1-வது தெரு மீனாட்சி நகர், வில்லாபுரம், அவனியாபுரம், மதுரை-12 4) அ.கோகுல் 43/80, ஏ.பி.கே.மெயின்ரோடு, மீனாட்சி நகர், மதுரை-12 [1236,1388,1629,1489]
section-heading: செல்லம்பட்டி வடக்கு ஒன்றியம் [901,764,1140,782]
deputy-organizers-entry: துணை அமைப்பாளர்கள் - 1) க.பவுன்ராஜ் பூசலபுரம் அஞ்சல், பேரையூர் தாலுகா, மதுரை மாவட்டம் 2) த.பாண்டி (கே.ஆண்டிபட்டி), சேட்பட்டி அஞ்சல், பேரையூர் தாலுகா, மதுரை மாவட்டம் 3) த.குணசேகரன் தெற்கு தெரு குப்பல்நத்தம் அஞ்சல், பேரையூர் தாலுகா, மதுரை மாவட்டம் 4) பெ.வ பட்டுப்பி அஞ்சல், பேரையூர் தாலுகா, மதுரை மாவட்டம் 5) கா.குருபிரகாஷ் தேவர்தெரு, குப்பல்நத்தம் அஞ்சல், பேரையூர் தாலுகா, மதுரை மாவட்டம் [825,1666,1217,1784]
section [414,557,806,739]
organizer-entry: அமைப்பாளர் - த.வேல்முருகன் செட்டியார்குளம் தெரு நத்தம் நத்தம் - 624401 நத்தம் வட்டம். திண்டுக்கல் மாவட்டம். [414,359,806,390]
deputy-organizers-entry: துணை அமைப்பாளர்கள் - 1) எம்.பாரதிகண்ணன் ம.கல்லுப்பட்டி, பேரையூர் தாலுகா, மதுரை மாவட்டம் 2) ஜி.பாண்டிசெல்வம் திருமாணிக்கம், பேரையூர் தாலுகா, மதுரை மாவட்டம் 3) ச.ஜெயராமன் எஸ்.பாப்பிநாயக்கன்பட்டி, பேரையூர் தாலுகா, மதுரை மாவட்டம் 4) ஏ.ராஜேஸ்கண்ணன் அம்மநாயக்கன்பட்டி, பேரையூர் தாலுகா, மதுரை மாவட்டம் [825,1272,1217,1373]
organizer-entry: அமைப்பாளர் - சி.தவராஜா 1/330, காளியம்மன்கோவில் தெரு, விராதனூர் அஞ்சல், மதுரை-9 [825,1820,1217,1852]
section-heading: டி. கல்லுப்பட்டி வடக்கு ஒன்றியம் [482,1517,737,1536]
section [3,300,395,516]
section [3,1533,395,1715]
